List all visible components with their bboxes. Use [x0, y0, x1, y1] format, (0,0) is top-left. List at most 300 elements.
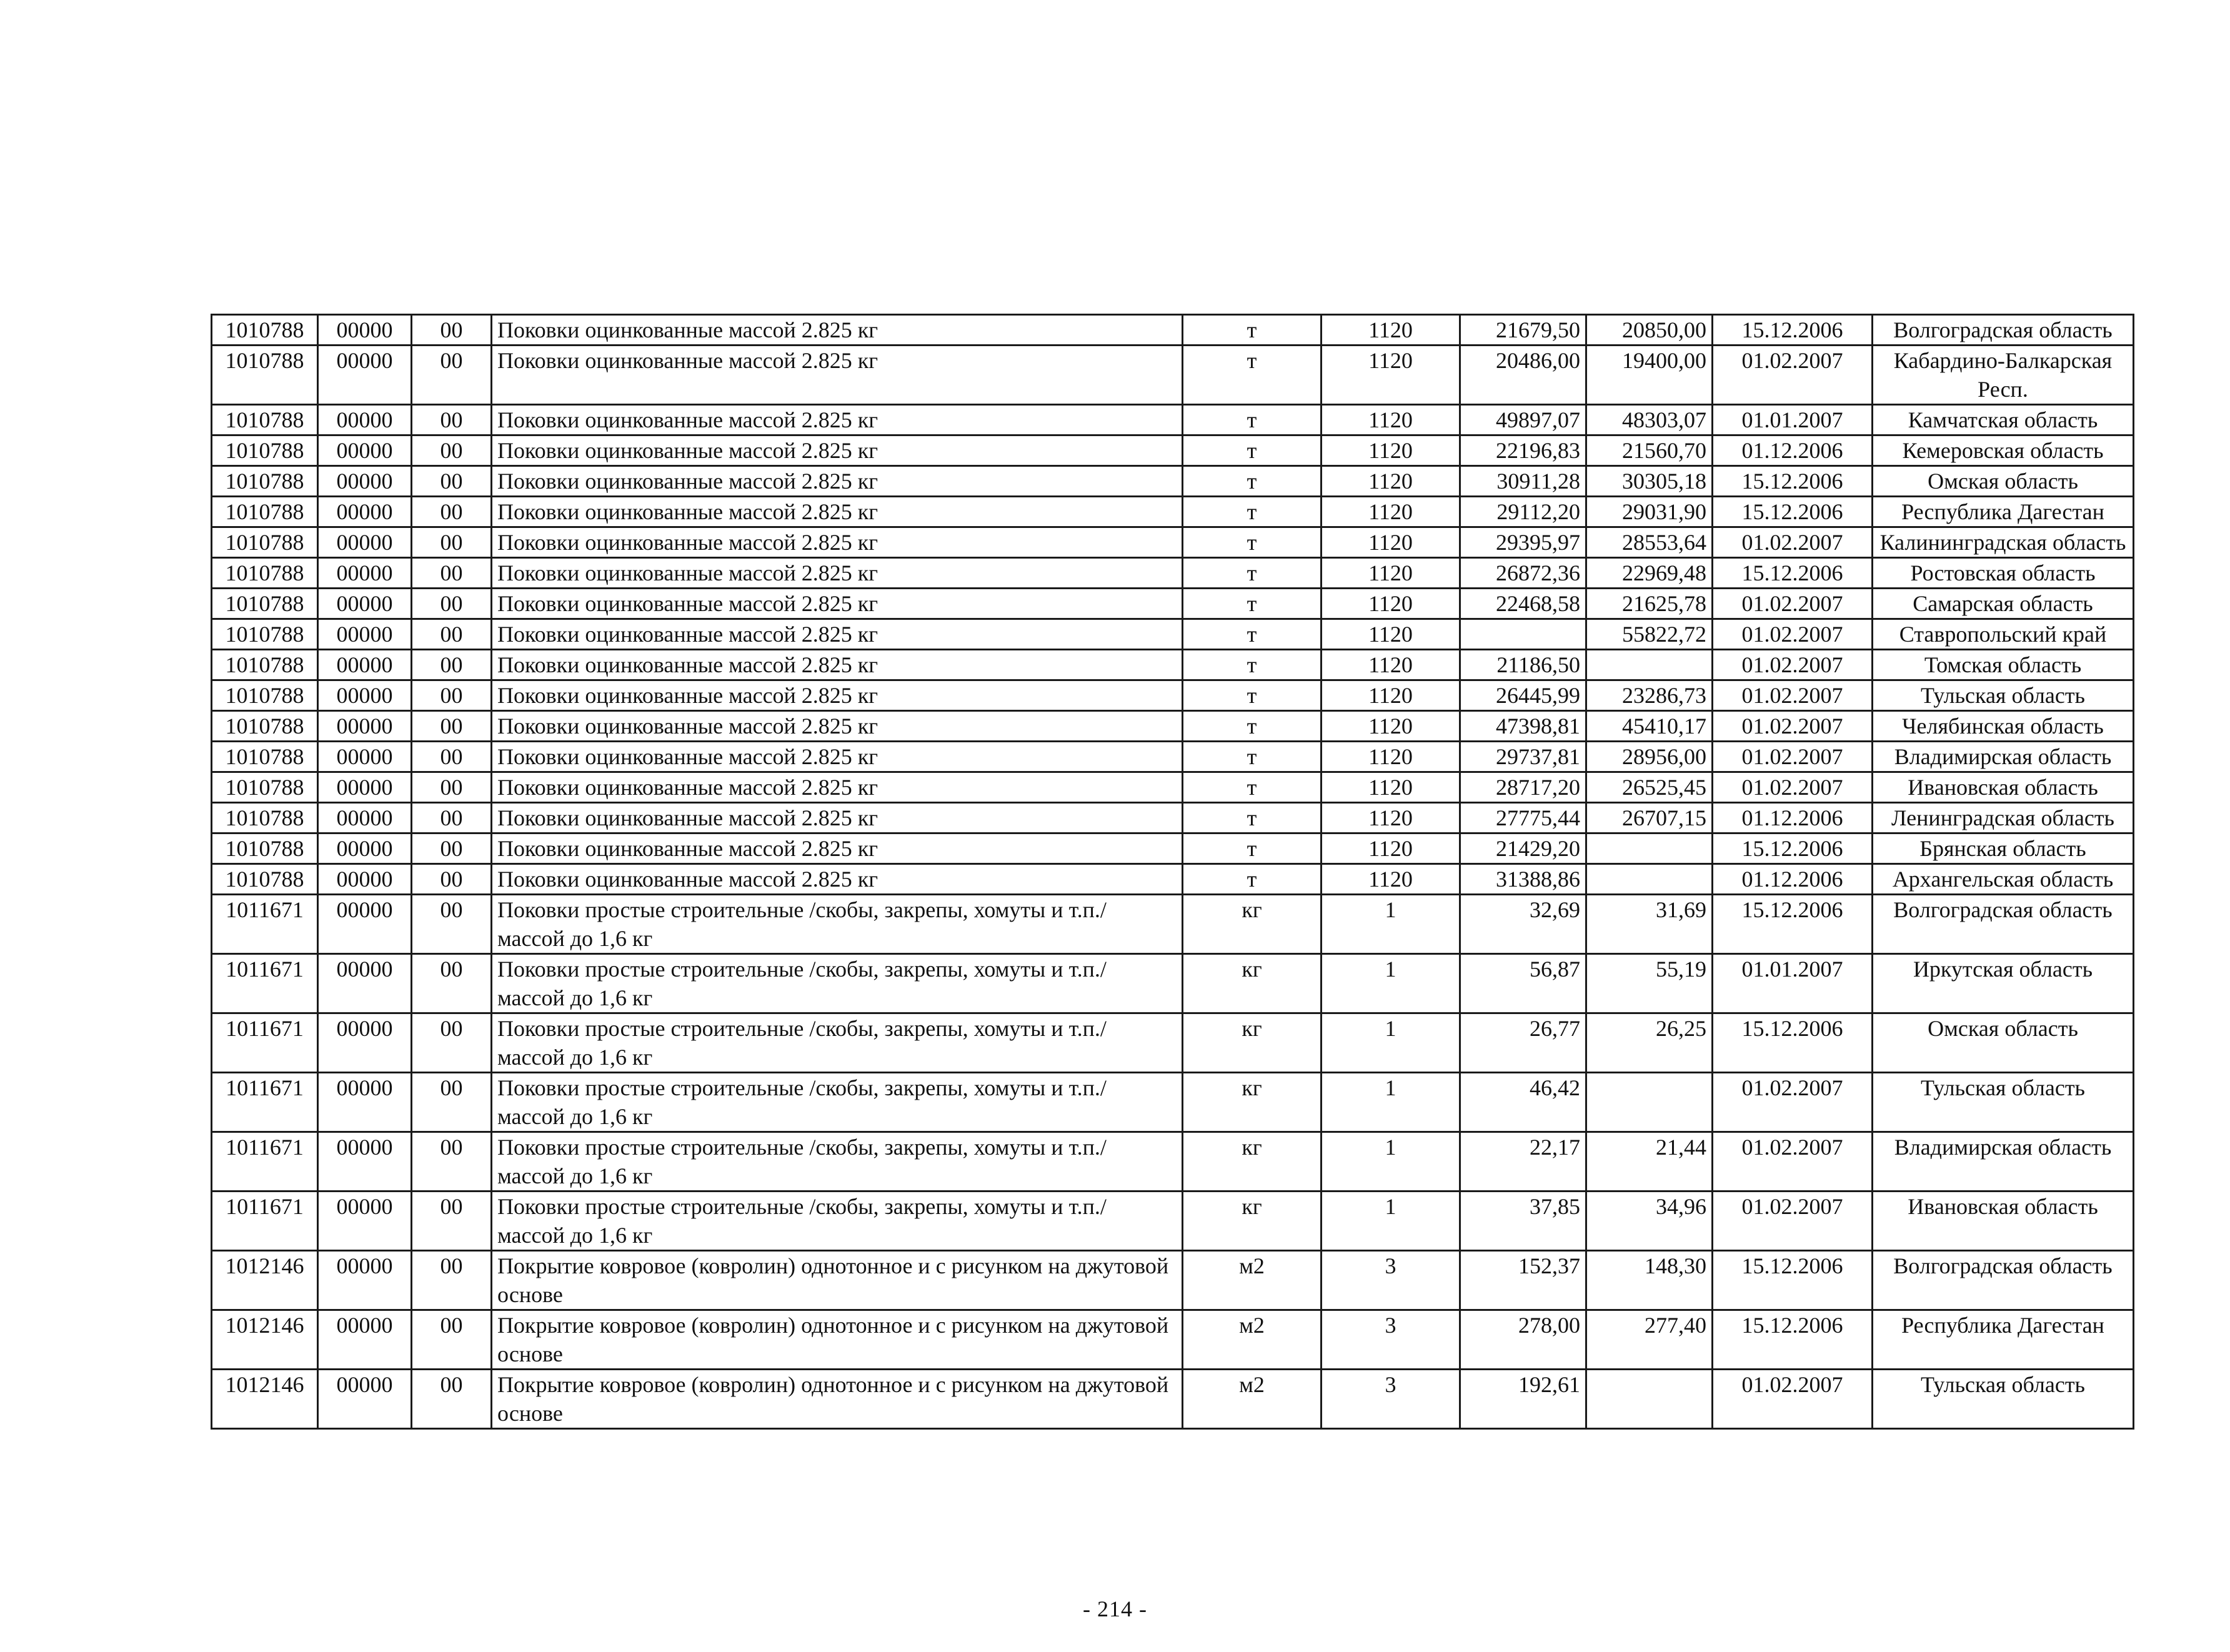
price-1-cell: 21429,20: [1460, 833, 1586, 864]
table-row: [212, 405, 2134, 435]
product-code-cell: 1010788: [212, 527, 318, 558]
product-name-cell: Поковки оцинкованные массой 2.825 кг: [492, 589, 1183, 619]
price-2-cell: 23286,73: [1586, 680, 1713, 711]
price-1-cell: 26,77: [1460, 1013, 1586, 1073]
group-code-cell: 00: [412, 466, 492, 497]
date-cell: 01.02.2007: [1713, 527, 1873, 558]
unit-cell: кг: [1183, 954, 1322, 1013]
product-name-cell: Поковки оцинкованные массой 2.825 кг: [492, 466, 1183, 497]
price-2-cell: 28553,64: [1586, 527, 1713, 558]
group-code-cell: 00: [412, 1310, 492, 1370]
product-code-cell: 1010788: [212, 619, 318, 650]
subcode-cell: 00000: [318, 1370, 412, 1429]
unit-cell: м2: [1183, 1310, 1322, 1370]
table-row: [212, 1013, 2134, 1073]
price-1-cell: 30911,28: [1460, 466, 1586, 497]
product-code-cell: 1010788: [212, 466, 318, 497]
group-code-cell: 00: [412, 1132, 492, 1192]
price-2-cell: 30305,18: [1586, 466, 1713, 497]
unit-code-cell: 1120: [1322, 803, 1460, 833]
subcode-cell: 00000: [318, 742, 412, 772]
date-cell: 15.12.2006: [1713, 1310, 1873, 1370]
product-code-cell: 1010788: [212, 772, 318, 803]
table-row: [212, 650, 2134, 680]
product-code-cell: 1010788: [212, 650, 318, 680]
unit-cell: м2: [1183, 1251, 1322, 1310]
group-code-cell: 00: [412, 558, 492, 589]
table-row: [212, 864, 2134, 895]
subcode-cell: 00000: [318, 1013, 412, 1073]
unit-cell: т: [1183, 435, 1322, 466]
region-cell: Владимирская область: [1873, 742, 2134, 772]
subcode-cell: 00000: [318, 833, 412, 864]
unit-code-cell: 1120: [1322, 589, 1460, 619]
table-row: [212, 497, 2134, 527]
subcode-cell: 00000: [318, 435, 412, 466]
unit-cell: т: [1183, 833, 1322, 864]
subcode-cell: 00000: [318, 864, 412, 895]
date-cell: 15.12.2006: [1713, 315, 1873, 346]
price-1-cell: 29395,97: [1460, 527, 1586, 558]
subcode-cell: 00000: [318, 954, 412, 1013]
price-1-cell: 32,69: [1460, 895, 1586, 954]
unit-code-cell: 1120: [1322, 742, 1460, 772]
date-cell: 01.02.2007: [1713, 742, 1873, 772]
price-2-cell: 34,96: [1586, 1192, 1713, 1251]
subcode-cell: 00000: [318, 527, 412, 558]
unit-cell: т: [1183, 527, 1322, 558]
region-cell: Волгоградская область: [1873, 315, 2134, 346]
unit-cell: кг: [1183, 1073, 1322, 1132]
region-cell: Омская область: [1873, 466, 2134, 497]
unit-code-cell: 1120: [1322, 680, 1460, 711]
price-1-cell: 29737,81: [1460, 742, 1586, 772]
unit-cell: т: [1183, 803, 1322, 833]
price-2-cell: 45410,17: [1586, 711, 1713, 742]
price-2-cell: 26525,45: [1586, 772, 1713, 803]
group-code-cell: 00: [412, 435, 492, 466]
unit-code-cell: 1120: [1322, 435, 1460, 466]
unit-code-cell: 1120: [1322, 711, 1460, 742]
product-name-cell: Поковки простые строительные /скобы, закрепы, хомуты и т.п./ массой до 1,6 кг: [492, 1192, 1183, 1251]
price-1-cell: 152,37: [1460, 1251, 1586, 1310]
table-row: [212, 1192, 2134, 1251]
date-cell: 01.12.2006: [1713, 864, 1873, 895]
table-row: [212, 803, 2134, 833]
unit-code-cell: 1120: [1322, 619, 1460, 650]
date-cell: 01.01.2007: [1713, 405, 1873, 435]
region-cell: Архангельская область: [1873, 864, 2134, 895]
unit-code-cell: 1120: [1322, 497, 1460, 527]
product-code-cell: 1011671: [212, 1073, 318, 1132]
subcode-cell: 00000: [318, 315, 412, 346]
date-cell: 15.12.2006: [1713, 833, 1873, 864]
region-cell: Владимирская область: [1873, 1132, 2134, 1192]
subcode-cell: 00000: [318, 346, 412, 405]
date-cell: 01.01.2007: [1713, 954, 1873, 1013]
page-number: - 214 -: [1083, 1596, 1147, 1621]
table-row: [212, 315, 2134, 346]
subcode-cell: 00000: [318, 772, 412, 803]
product-name-cell: Поковки простые строительные /скобы, закрепы, хомуты и т.п./ массой до 1,6 кг: [492, 895, 1183, 954]
product-code-cell: 1011671: [212, 1132, 318, 1192]
price-1-cell: 21186,50: [1460, 650, 1586, 680]
region-cell: Тульская область: [1873, 1073, 2134, 1132]
group-code-cell: 00: [412, 650, 492, 680]
subcode-cell: 00000: [318, 558, 412, 589]
price-1-cell: 27775,44: [1460, 803, 1586, 833]
date-cell: 01.02.2007: [1713, 1073, 1873, 1132]
region-cell: Омская область: [1873, 1013, 2134, 1073]
group-code-cell: 00: [412, 864, 492, 895]
product-name-cell: Поковки оцинкованные массой 2.825 кг: [492, 680, 1183, 711]
product-name-cell: Поковки оцинкованные массой 2.825 кг: [492, 772, 1183, 803]
date-cell: 01.02.2007: [1713, 346, 1873, 405]
price-2-cell: [1586, 650, 1713, 680]
group-code-cell: 00: [412, 1251, 492, 1310]
region-cell: Камчатская область: [1873, 405, 2134, 435]
subcode-cell: 00000: [318, 466, 412, 497]
unit-cell: т: [1183, 711, 1322, 742]
price-1-cell: 37,85: [1460, 1192, 1586, 1251]
table-row: [212, 1370, 2134, 1429]
region-cell: Республика Дагестан: [1873, 497, 2134, 527]
date-cell: 01.02.2007: [1713, 680, 1873, 711]
unit-cell: м2: [1183, 1370, 1322, 1429]
product-code-cell: 1010788: [212, 833, 318, 864]
price-2-cell: [1586, 864, 1713, 895]
group-code-cell: 00: [412, 954, 492, 1013]
date-cell: 15.12.2006: [1713, 1013, 1873, 1073]
region-cell: Республика Дагестан: [1873, 1310, 2134, 1370]
price-1-cell: 46,42: [1460, 1073, 1586, 1132]
price-2-cell: 277,40: [1586, 1310, 1713, 1370]
group-code-cell: 00: [412, 742, 492, 772]
region-cell: Ленинградская область: [1873, 803, 2134, 833]
group-code-cell: 00: [412, 711, 492, 742]
product-name-cell: Поковки оцинкованные массой 2.825 кг: [492, 742, 1183, 772]
unit-cell: кг: [1183, 1132, 1322, 1192]
product-code-cell: 1010788: [212, 346, 318, 405]
group-code-cell: 00: [412, 527, 492, 558]
region-cell: Волгоградская область: [1873, 1251, 2134, 1310]
price-2-cell: [1586, 833, 1713, 864]
price-2-cell: 148,30: [1586, 1251, 1713, 1310]
price-1-cell: 22196,83: [1460, 435, 1586, 466]
group-code-cell: 00: [412, 315, 492, 346]
product-name-cell: Поковки оцинкованные массой 2.825 кг: [492, 833, 1183, 864]
date-cell: 01.02.2007: [1713, 619, 1873, 650]
group-code-cell: 00: [412, 619, 492, 650]
product-name-cell: Поковки оцинкованные массой 2.825 кг: [492, 803, 1183, 833]
group-code-cell: 00: [412, 803, 492, 833]
unit-code-cell: 3: [1322, 1370, 1460, 1429]
unit-code-cell: 1: [1322, 1073, 1460, 1132]
table-row: [212, 895, 2134, 954]
unit-code-cell: 1120: [1322, 558, 1460, 589]
product-name-cell: Поковки оцинкованные массой 2.825 кг: [492, 864, 1183, 895]
price-2-cell: 19400,00: [1586, 346, 1713, 405]
unit-code-cell: 1: [1322, 1132, 1460, 1192]
table-body: [212, 315, 2134, 1429]
unit-cell: т: [1183, 772, 1322, 803]
table-row: [212, 346, 2134, 405]
product-code-cell: 1010788: [212, 680, 318, 711]
product-name-cell: Поковки простые строительные /скобы, закрепы, хомуты и т.п./ массой до 1,6 кг: [492, 954, 1183, 1013]
unit-code-cell: 1: [1322, 1013, 1460, 1073]
price-2-cell: 20850,00: [1586, 315, 1713, 346]
unit-code-cell: 1120: [1322, 466, 1460, 497]
product-code-cell: 1012146: [212, 1370, 318, 1429]
unit-cell: т: [1183, 558, 1322, 589]
unit-code-cell: 3: [1322, 1310, 1460, 1370]
price-1-cell: 22468,58: [1460, 589, 1586, 619]
group-code-cell: 00: [412, 405, 492, 435]
unit-code-cell: 1: [1322, 1192, 1460, 1251]
region-cell: Кабардино-Балкарская Респ.: [1873, 346, 2134, 405]
product-name-cell: Поковки простые строительные /скобы, закрепы, хомуты и т.п./ массой до 1,6 кг: [492, 1073, 1183, 1132]
product-name-cell: Поковки оцинкованные массой 2.825 кг: [492, 405, 1183, 435]
product-name-cell: Поковки оцинкованные массой 2.825 кг: [492, 650, 1183, 680]
subcode-cell: 00000: [318, 1073, 412, 1132]
price-2-cell: 26707,15: [1586, 803, 1713, 833]
product-name-cell: Поковки оцинкованные массой 2.825 кг: [492, 346, 1183, 405]
unit-cell: т: [1183, 619, 1322, 650]
product-code-cell: 1010788: [212, 558, 318, 589]
product-code-cell: 1011671: [212, 954, 318, 1013]
table-row: [212, 589, 2134, 619]
unit-code-cell: 1120: [1322, 315, 1460, 346]
product-name-cell: Поковки оцинкованные массой 2.825 кг: [492, 527, 1183, 558]
price-1-cell: 26445,99: [1460, 680, 1586, 711]
group-code-cell: 00: [412, 833, 492, 864]
group-code-cell: 00: [412, 589, 492, 619]
table-row: [212, 711, 2134, 742]
unit-cell: т: [1183, 405, 1322, 435]
region-cell: Ростовская область: [1873, 558, 2134, 589]
date-cell: 15.12.2006: [1713, 466, 1873, 497]
product-name-cell: Поковки оцинкованные массой 2.825 кг: [492, 619, 1183, 650]
table-row: [212, 680, 2134, 711]
product-name-cell: Поковки оцинкованные массой 2.825 кг: [492, 435, 1183, 466]
subcode-cell: 00000: [318, 589, 412, 619]
region-cell: Ивановская область: [1873, 1192, 2134, 1251]
unit-code-cell: 1120: [1322, 864, 1460, 895]
table-row: [212, 954, 2134, 1013]
price-1-cell: 47398,81: [1460, 711, 1586, 742]
table-row: [212, 833, 2134, 864]
product-code-cell: 1012146: [212, 1310, 318, 1370]
region-cell: Кемеровская область: [1873, 435, 2134, 466]
subcode-cell: 00000: [318, 803, 412, 833]
product-name-cell: Поковки простые строительные /скобы, закрепы, хомуты и т.п./ массой до 1,6 кг: [492, 1013, 1183, 1073]
table-row: [212, 558, 2134, 589]
group-code-cell: 00: [412, 346, 492, 405]
price-2-cell: 21625,78: [1586, 589, 1713, 619]
subcode-cell: 00000: [318, 650, 412, 680]
product-name-cell: Поковки оцинкованные массой 2.825 кг: [492, 315, 1183, 346]
unit-cell: т: [1183, 497, 1322, 527]
price-2-cell: 55,19: [1586, 954, 1713, 1013]
price-2-cell: 29031,90: [1586, 497, 1713, 527]
price-1-cell: 56,87: [1460, 954, 1586, 1013]
price-2-cell: 28956,00: [1586, 742, 1713, 772]
group-code-cell: 00: [412, 680, 492, 711]
subcode-cell: 00000: [318, 1132, 412, 1192]
region-cell: Тульская область: [1873, 680, 2134, 711]
unit-code-cell: 1120: [1322, 527, 1460, 558]
product-name-cell: Поковки простые строительные /скобы, закрепы, хомуты и т.п./ массой до 1,6 кг: [492, 1132, 1183, 1192]
table-row: [212, 1132, 2134, 1192]
unit-code-cell: 1120: [1322, 650, 1460, 680]
price-1-cell: 28717,20: [1460, 772, 1586, 803]
price-1-cell: 278,00: [1460, 1310, 1586, 1370]
table-row: [212, 619, 2134, 650]
price-1-cell: [1460, 619, 1586, 650]
unit-cell: т: [1183, 864, 1322, 895]
subcode-cell: 00000: [318, 497, 412, 527]
region-cell: Ставропольский край: [1873, 619, 2134, 650]
unit-cell: т: [1183, 589, 1322, 619]
region-cell: Брянская область: [1873, 833, 2134, 864]
price-1-cell: 31388,86: [1460, 864, 1586, 895]
table-row: [212, 772, 2134, 803]
table-row: [212, 466, 2134, 497]
region-cell: Томская область: [1873, 650, 2134, 680]
region-cell: Иркутская область: [1873, 954, 2134, 1013]
subcode-cell: 00000: [318, 619, 412, 650]
unit-cell: т: [1183, 466, 1322, 497]
product-code-cell: 1010788: [212, 315, 318, 346]
date-cell: 01.02.2007: [1713, 1192, 1873, 1251]
unit-code-cell: 3: [1322, 1251, 1460, 1310]
group-code-cell: 00: [412, 1192, 492, 1251]
price-2-cell: 26,25: [1586, 1013, 1713, 1073]
price-2-cell: 48303,07: [1586, 405, 1713, 435]
product-code-cell: 1010788: [212, 803, 318, 833]
subcode-cell: 00000: [318, 895, 412, 954]
date-cell: 01.02.2007: [1713, 1132, 1873, 1192]
product-name-cell: Поковки оцинкованные массой 2.825 кг: [492, 711, 1183, 742]
unit-cell: т: [1183, 742, 1322, 772]
product-name-cell: Поковки оцинкованные массой 2.825 кг: [492, 497, 1183, 527]
product-code-cell: 1010788: [212, 435, 318, 466]
table-row: [212, 742, 2134, 772]
price-1-cell: 20486,00: [1460, 346, 1586, 405]
price-table: [211, 314, 2134, 1430]
product-code-cell: 1011671: [212, 895, 318, 954]
unit-cell: кг: [1183, 895, 1322, 954]
group-code-cell: 00: [412, 1370, 492, 1429]
table-row: [212, 527, 2134, 558]
price-1-cell: 192,61: [1460, 1370, 1586, 1429]
price-2-cell: [1586, 1370, 1713, 1429]
product-name-cell: Покрытие ковровое (ковролин) однотонное и с рисунком на джутовой основе: [492, 1251, 1183, 1310]
date-cell: 01.02.2007: [1713, 711, 1873, 742]
price-2-cell: 21560,70: [1586, 435, 1713, 466]
date-cell: 15.12.2006: [1713, 497, 1873, 527]
product-code-cell: 1010788: [212, 405, 318, 435]
product-code-cell: 1010788: [212, 711, 318, 742]
product-name-cell: Покрытие ковровое (ковролин) однотонное и с рисунком на джутовой основе: [492, 1370, 1183, 1429]
subcode-cell: 00000: [318, 1310, 412, 1370]
price-2-cell: 31,69: [1586, 895, 1713, 954]
region-cell: Калининградская область: [1873, 527, 2134, 558]
product-code-cell: 1011671: [212, 1013, 318, 1073]
date-cell: 15.12.2006: [1713, 1251, 1873, 1310]
date-cell: 01.12.2006: [1713, 803, 1873, 833]
table-row: [212, 1073, 2134, 1132]
unit-cell: кг: [1183, 1013, 1322, 1073]
unit-code-cell: 1120: [1322, 405, 1460, 435]
unit-cell: кг: [1183, 1192, 1322, 1251]
date-cell: 01.02.2007: [1713, 1370, 1873, 1429]
product-code-cell: 1010788: [212, 742, 318, 772]
unit-code-cell: 1120: [1322, 772, 1460, 803]
product-code-cell: 1012146: [212, 1251, 318, 1310]
table-row: [212, 1310, 2134, 1370]
group-code-cell: 00: [412, 497, 492, 527]
price-1-cell: 29112,20: [1460, 497, 1586, 527]
product-name-cell: Покрытие ковровое (ковролин) однотонное и с рисунком на джутовой основе: [492, 1310, 1183, 1370]
subcode-cell: 00000: [318, 680, 412, 711]
unit-code-cell: 1: [1322, 954, 1460, 1013]
subcode-cell: 00000: [318, 711, 412, 742]
date-cell: 01.12.2006: [1713, 435, 1873, 466]
price-2-cell: [1586, 1073, 1713, 1132]
subcode-cell: 00000: [318, 1251, 412, 1310]
table-row: [212, 1251, 2134, 1310]
price-1-cell: 49897,07: [1460, 405, 1586, 435]
group-code-cell: 00: [412, 1073, 492, 1132]
subcode-cell: 00000: [318, 405, 412, 435]
unit-code-cell: 1: [1322, 895, 1460, 954]
region-cell: Волгоградская область: [1873, 895, 2134, 954]
unit-cell: т: [1183, 650, 1322, 680]
date-cell: 01.02.2007: [1713, 772, 1873, 803]
price-1-cell: 26872,36: [1460, 558, 1586, 589]
region-cell: Челябинская область: [1873, 711, 2134, 742]
group-code-cell: 00: [412, 1013, 492, 1073]
region-cell: Тульская область: [1873, 1370, 2134, 1429]
price-1-cell: 21679,50: [1460, 315, 1586, 346]
region-cell: Ивановская область: [1873, 772, 2134, 803]
unit-code-cell: 1120: [1322, 833, 1460, 864]
region-cell: Самарская область: [1873, 589, 2134, 619]
date-cell: 15.12.2006: [1713, 558, 1873, 589]
unit-cell: т: [1183, 346, 1322, 405]
product-code-cell: 1010788: [212, 589, 318, 619]
price-2-cell: 55822,72: [1586, 619, 1713, 650]
price-2-cell: 21,44: [1586, 1132, 1713, 1192]
date-cell: 15.12.2006: [1713, 895, 1873, 954]
group-code-cell: 00: [412, 895, 492, 954]
group-code-cell: 00: [412, 772, 492, 803]
unit-cell: т: [1183, 680, 1322, 711]
date-cell: 01.02.2007: [1713, 650, 1873, 680]
price-1-cell: 22,17: [1460, 1132, 1586, 1192]
date-cell: 01.02.2007: [1713, 589, 1873, 619]
product-code-cell: 1011671: [212, 1192, 318, 1251]
unit-cell: т: [1183, 315, 1322, 346]
product-name-cell: Поковки оцинкованные массой 2.825 кг: [492, 558, 1183, 589]
table-row: [212, 435, 2134, 466]
product-code-cell: 1010788: [212, 864, 318, 895]
price-2-cell: 22969,48: [1586, 558, 1713, 589]
product-code-cell: 1010788: [212, 497, 318, 527]
subcode-cell: 00000: [318, 1192, 412, 1251]
unit-code-cell: 1120: [1322, 346, 1460, 405]
